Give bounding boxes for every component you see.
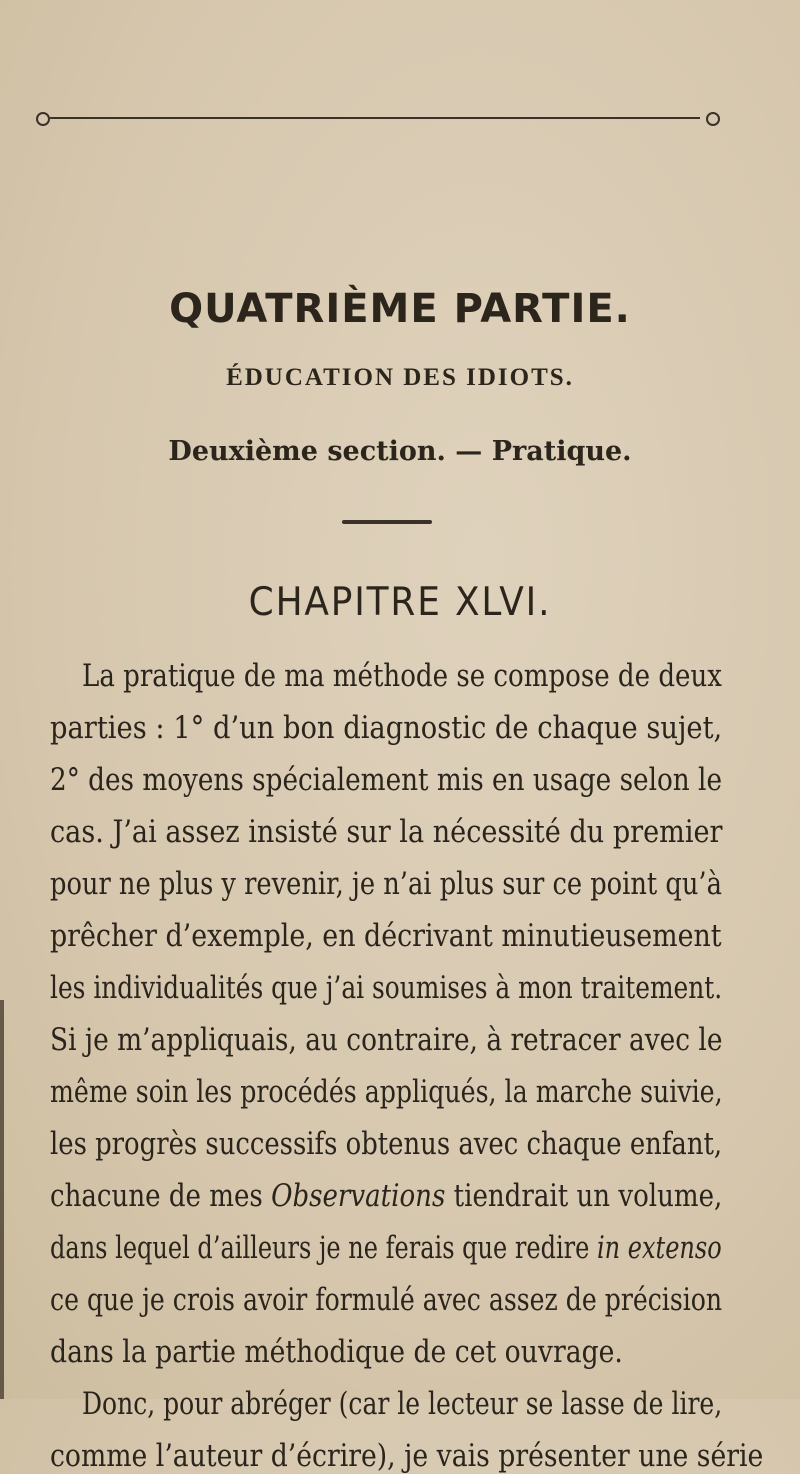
rule-end-ornament-left [36, 112, 50, 126]
section-heading: Deuxième section. — Pratique. [168, 436, 632, 467]
text-line: 2° des moyens spécialement mis en usage selon le [50, 762, 722, 798]
rule-end-ornament-right [706, 112, 720, 126]
text-line: même soin les procédés appliqués, la marche suivie, [50, 1074, 723, 1110]
text-line: Donc, pour abréger (car le lecteur se lasse de lire, [82, 1386, 723, 1422]
text-line: dans la partie méthodique de cet ouvrage. [50, 1334, 623, 1370]
text-line: les individualités que j’ai soumises à mon traitement. [50, 970, 723, 1006]
text-line: chacune de mes Observations tiendrait un volume, [50, 1178, 723, 1214]
italic-term: in extenso [596, 1230, 722, 1266]
text-line: dans lequel d’ailleurs je ne ferais que redire in extenso [50, 1230, 722, 1266]
text-line: les progrès successifs obtenus avec chaque enfant, [50, 1126, 723, 1162]
chapter-heading: CHAPITRE XLVI. [248, 580, 552, 625]
text-line: comme l’auteur d’écrire), je vais présenter une série [50, 1438, 764, 1474]
text-line: prêcher d’exemple, en décrivant minutieusement [50, 918, 722, 954]
part-subtitle: ÉDUCATION DES IDIOTS. [226, 364, 574, 391]
text-line: Si je m’appliquais, au contraire, à retracer avec le [50, 1022, 723, 1058]
text-line: ce que je crois avoir formulé avec assez de précision [50, 1282, 723, 1318]
text-line: parties : 1° d’un bon diagnostic de chaque sujet, [50, 710, 723, 746]
page-binding-edge [0, 1000, 4, 1399]
italic-term: Observations [271, 1178, 446, 1214]
part-title: QUATRIÈME PARTIE. [169, 286, 631, 332]
text-line: pour ne plus y revenir, je n’ai plus sur ce point qu’à [50, 866, 722, 902]
rule-line [50, 117, 700, 119]
text-line: cas. J’ai assez insisté sur la nécessité du premier [50, 814, 723, 850]
section-divider [342, 520, 432, 524]
text-line: La pratique de ma méthode se compose de deux [82, 658, 722, 694]
ornamental-rule [30, 112, 720, 126]
